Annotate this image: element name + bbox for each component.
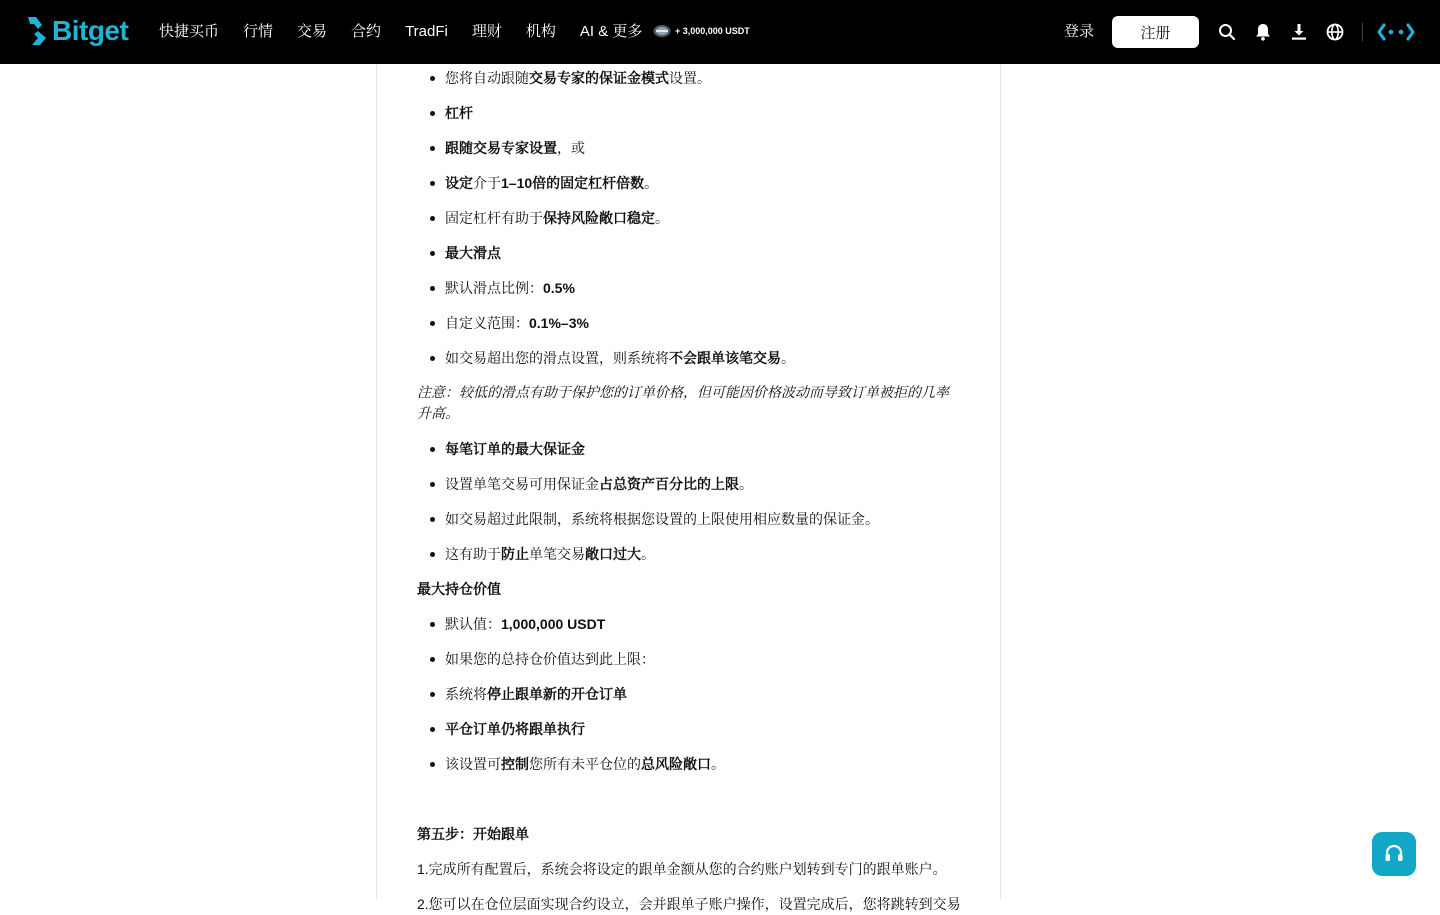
top-navbar — [0, 0, 1440, 64]
text: 单笔交易 — [529, 546, 585, 562]
text: 如交易超过此限制，系统将根据您设置的上限使用相应数量的保证金。 — [445, 511, 879, 527]
bold-text: 总风险敞口 — [641, 756, 711, 772]
bold-text: 停止跟单新的开仓订单 — [487, 686, 627, 702]
text: 。 — [739, 476, 753, 492]
text: 。 — [655, 210, 669, 226]
list-item — [445, 509, 879, 530]
text: 如交易超出您的滑点设置，则系统将 — [445, 350, 669, 366]
nav-quick-buy[interactable]: 快捷买币 — [159, 23, 220, 40]
list-item — [445, 439, 585, 460]
bell-icon[interactable] — [1253, 22, 1273, 42]
text: 您将自动跟随 — [445, 70, 529, 86]
text: 。 — [711, 756, 725, 772]
bold-text: 交易专家的保证金模式 — [529, 70, 669, 86]
list-item — [445, 474, 753, 495]
list-item — [445, 754, 725, 775]
nav-ai-more[interactable]: AI & 更多 — [579, 23, 643, 40]
register-button[interactable]: 注册 — [1112, 16, 1199, 48]
nav-markets[interactable]: 行情 — [243, 23, 274, 40]
list-item — [445, 243, 501, 264]
list-item — [445, 719, 585, 740]
text: 固定杠杆有助于 — [445, 210, 543, 226]
bold-text: 第五步：开始跟单 — [417, 826, 529, 842]
nav-trade[interactable]: 交易 — [297, 23, 328, 40]
bold-text: 1–10倍的固定杠杆倍数 — [501, 175, 645, 191]
promo-badge-icon — [653, 23, 671, 39]
text: 介于 — [473, 175, 501, 191]
text: 。 — [644, 175, 659, 191]
login-link[interactable]: 登录 — [1064, 23, 1095, 40]
promo-banner[interactable] — [653, 23, 750, 39]
nav-futures[interactable]: 合约 — [351, 23, 382, 40]
bold-text: 保持风险敞口稳定 — [543, 210, 655, 226]
list-item — [445, 614, 605, 635]
bold-text: 最大滑点 — [445, 245, 501, 261]
bold-text: 敞口过大 — [585, 546, 641, 562]
bold-text: 跟随交易专家设置 — [445, 140, 557, 156]
text: 默认滑点比例： — [445, 280, 543, 296]
headset-icon — [1383, 843, 1405, 865]
text: 设置。 — [669, 70, 711, 86]
list-item — [445, 684, 627, 705]
promo-text: + 3,000,000 USDT — [675, 26, 750, 36]
bitget-logo-icon — [24, 16, 50, 46]
nav-institutional[interactable]: 机构 — [525, 23, 556, 40]
text: 自定义范围： — [445, 315, 529, 331]
bold-text: 控制 — [501, 756, 529, 772]
list-item — [445, 544, 655, 565]
step5-heading — [417, 824, 529, 845]
list-item — [445, 138, 585, 159]
text: 设置单笔交易可用保证金 — [445, 476, 599, 492]
search-icon[interactable] — [1217, 22, 1237, 42]
list-item — [445, 348, 795, 369]
text: 系统将 — [445, 686, 487, 702]
bold-text: 最大持仓价值 — [417, 581, 501, 597]
bold-text: 占总资产百分比的上限 — [599, 476, 739, 492]
bold-text: 不会跟单该笔交易 — [669, 350, 781, 366]
section-heading-max-position — [417, 579, 501, 600]
bold-text: 1,000,000 USDT — [501, 616, 606, 632]
text: ，或 — [557, 140, 585, 156]
list-item — [445, 278, 575, 299]
logo-text: Bitget — [52, 15, 129, 46]
article-column — [376, 64, 1001, 912]
nav-tradfi[interactable]: TradFi — [405, 23, 448, 40]
bold-text: 0.5% — [543, 280, 575, 296]
text: 如果您的总持仓价值达到此上限： — [445, 651, 655, 667]
brand-icon[interactable] — [1376, 22, 1416, 42]
step5-paragraph-1: 1.完成所有配置后，系统会将设定的跟单金额从您的合约账户划转到专门的跟单账户。 — [417, 861, 947, 877]
text: 您所有未平仓位的 — [529, 756, 641, 772]
text: 。 — [781, 350, 795, 366]
text: 。 — [641, 546, 655, 562]
list-item — [445, 649, 655, 670]
bold-text: 平仓订单仍将跟单执行 — [445, 721, 585, 737]
text: 这有助于 — [445, 546, 501, 562]
text: 默认值： — [445, 616, 501, 632]
bold-text: 设定 — [445, 175, 473, 191]
text: 该设置可 — [445, 756, 501, 772]
list-item — [445, 173, 658, 194]
main-nav — [159, 0, 666, 64]
step5-paragraph-2: 2.您可以在仓位层面实现合约设立，会并跟单子账户操作，设置完成后，您将跳转到交易 — [417, 896, 961, 912]
globe-icon[interactable] — [1325, 22, 1345, 42]
bold-text: 杠杆 — [445, 105, 473, 121]
bold-text: 防止 — [501, 546, 529, 562]
list-item — [445, 103, 473, 124]
slippage-note: 注意：较低的滑点有助于保护您的订单价格，但可能因价格波动而导致订单被拒的几率升高。 — [417, 384, 949, 421]
bold-text: 0.1%–3% — [529, 315, 589, 331]
list-item — [445, 313, 589, 334]
header-divider — [1362, 23, 1363, 41]
bold-text: 每笔订单的最大保证金 — [445, 441, 585, 457]
customer-support-button[interactable] — [1372, 832, 1416, 876]
list-item — [445, 208, 669, 229]
nav-earn[interactable]: 理财 — [471, 23, 502, 40]
download-icon[interactable] — [1289, 22, 1309, 42]
bitget-logo[interactable] — [24, 16, 128, 46]
list-item — [445, 68, 711, 89]
